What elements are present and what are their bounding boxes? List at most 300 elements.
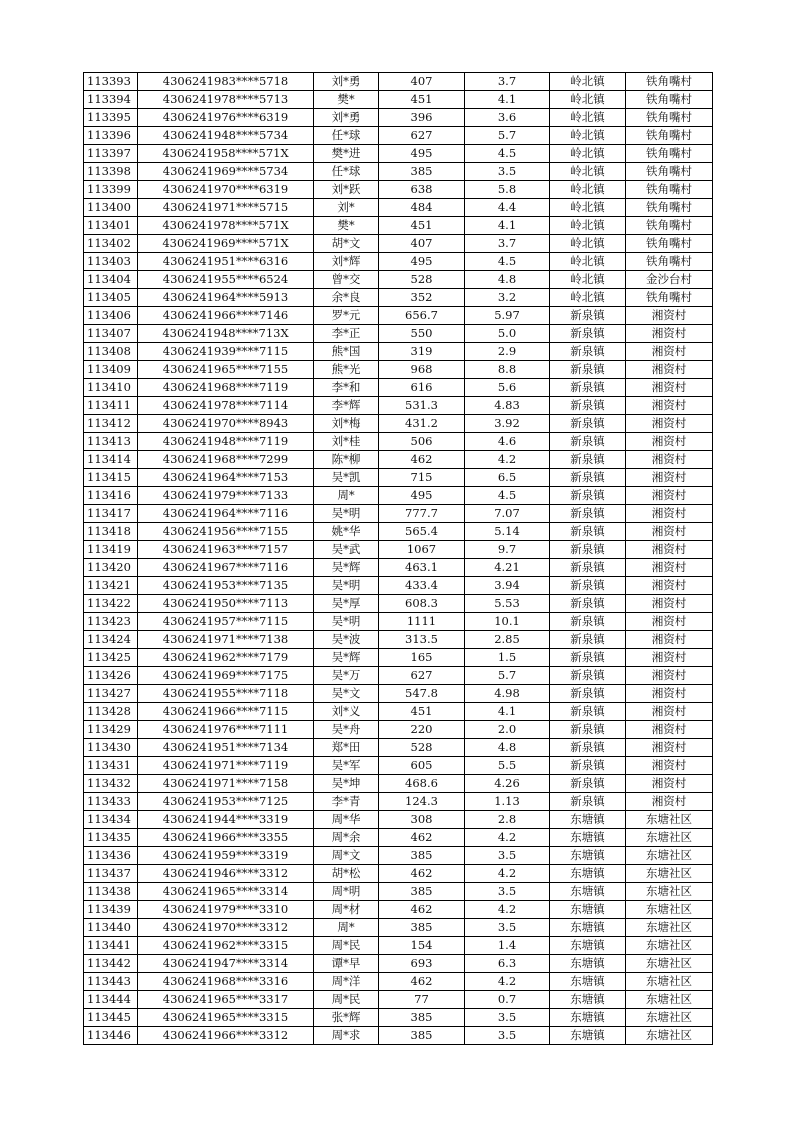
table-row [84, 667, 713, 685]
name-cell: 周* [314, 919, 379, 937]
value-cell: 5.7 [465, 667, 550, 685]
id-number-cell: 4306241971****7138 [138, 631, 314, 649]
id-number-cell: 4306241959****3319 [138, 847, 314, 865]
table-row [84, 811, 713, 829]
town-cell: 东塘镇 [550, 919, 626, 937]
table-row [84, 577, 713, 595]
name-cell: 吴*波 [314, 631, 379, 649]
name-cell: 余*良 [314, 289, 379, 307]
value-cell: 4.5 [465, 487, 550, 505]
id-number-cell: 4306241951****6316 [138, 253, 314, 271]
town-cell: 新泉镇 [550, 703, 626, 721]
village-cell: 湘资村 [626, 469, 713, 487]
value-cell: 6.3 [465, 955, 550, 973]
name-cell: 樊*进 [314, 145, 379, 163]
name-cell: 吴*文 [314, 685, 379, 703]
town-cell: 东塘镇 [550, 991, 626, 1009]
amount-cell: 385 [379, 163, 465, 181]
village-cell: 湘资村 [626, 325, 713, 343]
table-row [84, 559, 713, 577]
row-number-cell: 113419 [84, 541, 138, 559]
id-number-cell: 4306241947****3314 [138, 955, 314, 973]
value-cell: 5.5 [465, 757, 550, 775]
value-cell: 5.0 [465, 325, 550, 343]
value-cell: 3.5 [465, 163, 550, 181]
id-number-cell: 4306241955****6524 [138, 271, 314, 289]
table-row [84, 109, 713, 127]
table-row [84, 523, 713, 541]
table-row [84, 127, 713, 145]
table-row [84, 469, 713, 487]
town-cell: 新泉镇 [550, 541, 626, 559]
amount-cell: 608.3 [379, 595, 465, 613]
name-cell: 周*明 [314, 883, 379, 901]
table-row [84, 883, 713, 901]
village-cell: 铁角嘴村 [626, 199, 713, 217]
town-cell: 东塘镇 [550, 829, 626, 847]
name-cell: 樊* [314, 91, 379, 109]
amount-cell: 495 [379, 487, 465, 505]
table-row [84, 631, 713, 649]
village-cell: 东塘社区 [626, 811, 713, 829]
town-cell: 新泉镇 [550, 649, 626, 667]
row-number-cell: 113406 [84, 307, 138, 325]
id-number-cell: 4306241962****3315 [138, 937, 314, 955]
row-number-cell: 113438 [84, 883, 138, 901]
name-cell: 吴*万 [314, 667, 379, 685]
row-number-cell: 113425 [84, 649, 138, 667]
town-cell: 东塘镇 [550, 937, 626, 955]
table-row [84, 955, 713, 973]
village-cell: 湘资村 [626, 307, 713, 325]
row-number-cell: 113412 [84, 415, 138, 433]
village-cell: 湘资村 [626, 523, 713, 541]
name-cell: 熊*光 [314, 361, 379, 379]
row-number-cell: 113414 [84, 451, 138, 469]
value-cell: 7.07 [465, 505, 550, 523]
id-number-cell: 4306241983****5718 [138, 73, 314, 91]
table-row [84, 541, 713, 559]
value-cell: 4.21 [465, 559, 550, 577]
row-number-cell: 113433 [84, 793, 138, 811]
amount-cell: 638 [379, 181, 465, 199]
name-cell: 周*华 [314, 811, 379, 829]
amount-cell: 484 [379, 199, 465, 217]
name-cell: 周*材 [314, 901, 379, 919]
id-number-cell: 4306241979****3310 [138, 901, 314, 919]
row-number-cell: 113437 [84, 865, 138, 883]
town-cell: 岭北镇 [550, 163, 626, 181]
name-cell: 李*正 [314, 325, 379, 343]
value-cell: 5.8 [465, 181, 550, 199]
table-row [84, 433, 713, 451]
amount-cell: 693 [379, 955, 465, 973]
table-row [84, 361, 713, 379]
amount-cell: 165 [379, 649, 465, 667]
id-number-cell: 4306241965****3314 [138, 883, 314, 901]
id-number-cell: 4306241970****3312 [138, 919, 314, 937]
table-row [84, 199, 713, 217]
id-number-cell: 4306241963****7157 [138, 541, 314, 559]
name-cell: 胡*文 [314, 235, 379, 253]
value-cell: 6.5 [465, 469, 550, 487]
name-cell: 吴*明 [314, 577, 379, 595]
row-number-cell: 113399 [84, 181, 138, 199]
row-number-cell: 113400 [84, 199, 138, 217]
name-cell: 周* [314, 487, 379, 505]
amount-cell: 506 [379, 433, 465, 451]
name-cell: 吴*明 [314, 505, 379, 523]
amount-cell: 656.7 [379, 307, 465, 325]
value-cell: 4.2 [465, 973, 550, 991]
amount-cell: 124.3 [379, 793, 465, 811]
name-cell: 胡*松 [314, 865, 379, 883]
village-cell: 湘资村 [626, 793, 713, 811]
id-number-cell: 4306241968****7299 [138, 451, 314, 469]
amount-cell: 385 [379, 883, 465, 901]
id-number-cell: 4306241965****3317 [138, 991, 314, 1009]
value-cell: 4.2 [465, 901, 550, 919]
amount-cell: 531.3 [379, 397, 465, 415]
name-cell: 张*辉 [314, 1009, 379, 1027]
village-cell: 东塘社区 [626, 991, 713, 1009]
row-number-cell: 113409 [84, 361, 138, 379]
value-cell: 1.4 [465, 937, 550, 955]
village-cell: 湘资村 [626, 487, 713, 505]
value-cell: 4.2 [465, 829, 550, 847]
amount-cell: 462 [379, 865, 465, 883]
town-cell: 新泉镇 [550, 559, 626, 577]
amount-cell: 462 [379, 829, 465, 847]
row-number-cell: 113440 [84, 919, 138, 937]
id-number-cell: 4306241978****7114 [138, 397, 314, 415]
id-number-cell: 4306241969****571X [138, 235, 314, 253]
table-row [84, 307, 713, 325]
town-cell: 新泉镇 [550, 397, 626, 415]
row-number-cell: 113435 [84, 829, 138, 847]
row-number-cell: 113430 [84, 739, 138, 757]
town-cell: 岭北镇 [550, 181, 626, 199]
name-cell: 刘*跃 [314, 181, 379, 199]
id-number-cell: 4306241951****7134 [138, 739, 314, 757]
value-cell: 5.97 [465, 307, 550, 325]
town-cell: 新泉镇 [550, 577, 626, 595]
name-cell: 刘* [314, 199, 379, 217]
village-cell: 湘资村 [626, 649, 713, 667]
village-cell: 铁角嘴村 [626, 163, 713, 181]
town-cell: 新泉镇 [550, 685, 626, 703]
town-cell: 新泉镇 [550, 613, 626, 631]
row-number-cell: 113413 [84, 433, 138, 451]
row-number-cell: 113446 [84, 1027, 138, 1045]
row-number-cell: 113431 [84, 757, 138, 775]
town-cell: 新泉镇 [550, 721, 626, 739]
table-row [84, 91, 713, 109]
value-cell: 4.6 [465, 433, 550, 451]
town-cell: 岭北镇 [550, 145, 626, 163]
row-number-cell: 113417 [84, 505, 138, 523]
name-cell: 周*民 [314, 991, 379, 1009]
village-cell: 东塘社区 [626, 973, 713, 991]
name-cell: 谭*早 [314, 955, 379, 973]
id-number-cell: 4306241976****6319 [138, 109, 314, 127]
value-cell: 4.83 [465, 397, 550, 415]
id-number-cell: 4306241953****7125 [138, 793, 314, 811]
row-number-cell: 113394 [84, 91, 138, 109]
name-cell: 周*余 [314, 829, 379, 847]
village-cell: 湘资村 [626, 361, 713, 379]
amount-cell: 77 [379, 991, 465, 1009]
town-cell: 新泉镇 [550, 487, 626, 505]
town-cell: 岭北镇 [550, 199, 626, 217]
name-cell: 刘*勇 [314, 73, 379, 91]
amount-cell: 385 [379, 847, 465, 865]
value-cell: 3.7 [465, 235, 550, 253]
amount-cell: 407 [379, 235, 465, 253]
name-cell: 李*青 [314, 793, 379, 811]
town-cell: 新泉镇 [550, 343, 626, 361]
village-cell: 东塘社区 [626, 883, 713, 901]
table-body [84, 73, 713, 1045]
value-cell: 5.6 [465, 379, 550, 397]
value-cell: 5.53 [465, 595, 550, 613]
value-cell: 2.0 [465, 721, 550, 739]
id-number-cell: 4306241957****7115 [138, 613, 314, 631]
row-number-cell: 113395 [84, 109, 138, 127]
value-cell: 3.5 [465, 919, 550, 937]
name-cell: 任*球 [314, 127, 379, 145]
table-row [84, 415, 713, 433]
row-number-cell: 113402 [84, 235, 138, 253]
value-cell: 4.26 [465, 775, 550, 793]
amount-cell: 462 [379, 973, 465, 991]
id-number-cell: 4306241970****6319 [138, 181, 314, 199]
value-cell: 3.5 [465, 1009, 550, 1027]
id-number-cell: 4306241948****5734 [138, 127, 314, 145]
row-number-cell: 113423 [84, 613, 138, 631]
town-cell: 东塘镇 [550, 883, 626, 901]
name-cell: 吴*辉 [314, 559, 379, 577]
row-number-cell: 113418 [84, 523, 138, 541]
row-number-cell: 113445 [84, 1009, 138, 1027]
amount-cell: 220 [379, 721, 465, 739]
table-row [84, 829, 713, 847]
name-cell: 吴*明 [314, 613, 379, 631]
name-cell: 李*和 [314, 379, 379, 397]
amount-cell: 431.2 [379, 415, 465, 433]
village-cell: 铁角嘴村 [626, 73, 713, 91]
village-cell: 东塘社区 [626, 937, 713, 955]
amount-cell: 462 [379, 901, 465, 919]
row-number-cell: 113432 [84, 775, 138, 793]
town-cell: 新泉镇 [550, 523, 626, 541]
town-cell: 岭北镇 [550, 109, 626, 127]
town-cell: 东塘镇 [550, 847, 626, 865]
village-cell: 湘资村 [626, 397, 713, 415]
table-row [84, 595, 713, 613]
row-number-cell: 113407 [84, 325, 138, 343]
town-cell: 东塘镇 [550, 1009, 626, 1027]
table-row [84, 937, 713, 955]
town-cell: 新泉镇 [550, 667, 626, 685]
village-cell: 东塘社区 [626, 829, 713, 847]
row-number-cell: 113441 [84, 937, 138, 955]
id-number-cell: 4306241955****7118 [138, 685, 314, 703]
name-cell: 周*洋 [314, 973, 379, 991]
row-number-cell: 113427 [84, 685, 138, 703]
village-cell: 湘资村 [626, 613, 713, 631]
village-cell: 铁角嘴村 [626, 289, 713, 307]
value-cell: 4.5 [465, 145, 550, 163]
village-cell: 铁角嘴村 [626, 127, 713, 145]
value-cell: 9.7 [465, 541, 550, 559]
table-row [84, 865, 713, 883]
name-cell: 罗*元 [314, 307, 379, 325]
town-cell: 新泉镇 [550, 505, 626, 523]
table-row [84, 397, 713, 415]
row-number-cell: 113403 [84, 253, 138, 271]
village-cell: 东塘社区 [626, 1009, 713, 1027]
amount-cell: 451 [379, 91, 465, 109]
value-cell: 8.8 [465, 361, 550, 379]
village-cell: 铁角嘴村 [626, 181, 713, 199]
row-number-cell: 113397 [84, 145, 138, 163]
village-cell: 湘资村 [626, 541, 713, 559]
village-cell: 东塘社区 [626, 865, 713, 883]
village-cell: 湘资村 [626, 577, 713, 595]
village-cell: 湘资村 [626, 595, 713, 613]
value-cell: 3.92 [465, 415, 550, 433]
id-number-cell: 4306241965****3315 [138, 1009, 314, 1027]
id-number-cell: 4306241969****5734 [138, 163, 314, 181]
value-cell: 4.8 [465, 271, 550, 289]
name-cell: 熊*国 [314, 343, 379, 361]
town-cell: 东塘镇 [550, 901, 626, 919]
value-cell: 10.1 [465, 613, 550, 631]
village-cell: 湘资村 [626, 721, 713, 739]
row-number-cell: 113422 [84, 595, 138, 613]
id-number-cell: 4306241948****713X [138, 325, 314, 343]
village-cell: 铁角嘴村 [626, 109, 713, 127]
amount-cell: 313.5 [379, 631, 465, 649]
value-cell: 5.14 [465, 523, 550, 541]
name-cell: 陈*柳 [314, 451, 379, 469]
value-cell: 3.5 [465, 847, 550, 865]
amount-cell: 308 [379, 811, 465, 829]
village-cell: 湘资村 [626, 685, 713, 703]
id-number-cell: 4306241965****7155 [138, 361, 314, 379]
value-cell: 4.4 [465, 199, 550, 217]
village-cell: 铁角嘴村 [626, 253, 713, 271]
village-cell: 湘资村 [626, 775, 713, 793]
value-cell: 1.13 [465, 793, 550, 811]
id-number-cell: 4306241969****7175 [138, 667, 314, 685]
table-row [84, 685, 713, 703]
town-cell: 岭北镇 [550, 235, 626, 253]
row-number-cell: 113442 [84, 955, 138, 973]
row-number-cell: 113396 [84, 127, 138, 145]
amount-cell: 1111 [379, 613, 465, 631]
amount-cell: 154 [379, 937, 465, 955]
town-cell: 新泉镇 [550, 451, 626, 469]
table-row [84, 451, 713, 469]
row-number-cell: 113443 [84, 973, 138, 991]
id-number-cell: 4306241958****571X [138, 145, 314, 163]
amount-cell: 352 [379, 289, 465, 307]
village-cell: 湘资村 [626, 433, 713, 451]
amount-cell: 1067 [379, 541, 465, 559]
value-cell: 4.1 [465, 217, 550, 235]
town-cell: 新泉镇 [550, 775, 626, 793]
id-number-cell: 4306241964****5913 [138, 289, 314, 307]
id-number-cell: 4306241953****7135 [138, 577, 314, 595]
value-cell: 4.2 [465, 451, 550, 469]
village-cell: 湘资村 [626, 667, 713, 685]
table-row [84, 919, 713, 937]
town-cell: 岭北镇 [550, 271, 626, 289]
name-cell: 刘*桂 [314, 433, 379, 451]
value-cell: 4.1 [465, 703, 550, 721]
value-cell: 3.5 [465, 883, 550, 901]
name-cell: 吴*军 [314, 757, 379, 775]
amount-cell: 451 [379, 217, 465, 235]
id-number-cell: 4306241978****5713 [138, 91, 314, 109]
name-cell: 曾*交 [314, 271, 379, 289]
amount-cell: 407 [379, 73, 465, 91]
table-row [84, 613, 713, 631]
amount-cell: 463.1 [379, 559, 465, 577]
row-number-cell: 113424 [84, 631, 138, 649]
village-cell: 湘资村 [626, 451, 713, 469]
row-number-cell: 113408 [84, 343, 138, 361]
name-cell: 吴*武 [314, 541, 379, 559]
name-cell: 郑*田 [314, 739, 379, 757]
id-number-cell: 4306241966****7146 [138, 307, 314, 325]
table-row [84, 721, 713, 739]
row-number-cell: 113398 [84, 163, 138, 181]
row-number-cell: 113416 [84, 487, 138, 505]
value-cell: 2.85 [465, 631, 550, 649]
table-row [84, 289, 713, 307]
value-cell: 4.2 [465, 865, 550, 883]
data-table [83, 72, 713, 1045]
row-number-cell: 113415 [84, 469, 138, 487]
village-cell: 湘资村 [626, 415, 713, 433]
town-cell: 东塘镇 [550, 973, 626, 991]
row-number-cell: 113426 [84, 667, 138, 685]
table-row [84, 343, 713, 361]
town-cell: 东塘镇 [550, 955, 626, 973]
name-cell: 樊* [314, 217, 379, 235]
table-row [84, 649, 713, 667]
table-row [84, 1027, 713, 1045]
amount-cell: 528 [379, 271, 465, 289]
village-cell: 东塘社区 [626, 919, 713, 937]
value-cell: 3.94 [465, 577, 550, 595]
village-cell: 东塘社区 [626, 955, 713, 973]
id-number-cell: 4306241966****3312 [138, 1027, 314, 1045]
table-row [84, 847, 713, 865]
amount-cell: 616 [379, 379, 465, 397]
value-cell: 4.1 [465, 91, 550, 109]
town-cell: 岭北镇 [550, 289, 626, 307]
amount-cell: 451 [379, 703, 465, 721]
row-number-cell: 113436 [84, 847, 138, 865]
name-cell: 吴*辉 [314, 649, 379, 667]
amount-cell: 385 [379, 919, 465, 937]
table-row [84, 1009, 713, 1027]
village-cell: 东塘社区 [626, 847, 713, 865]
